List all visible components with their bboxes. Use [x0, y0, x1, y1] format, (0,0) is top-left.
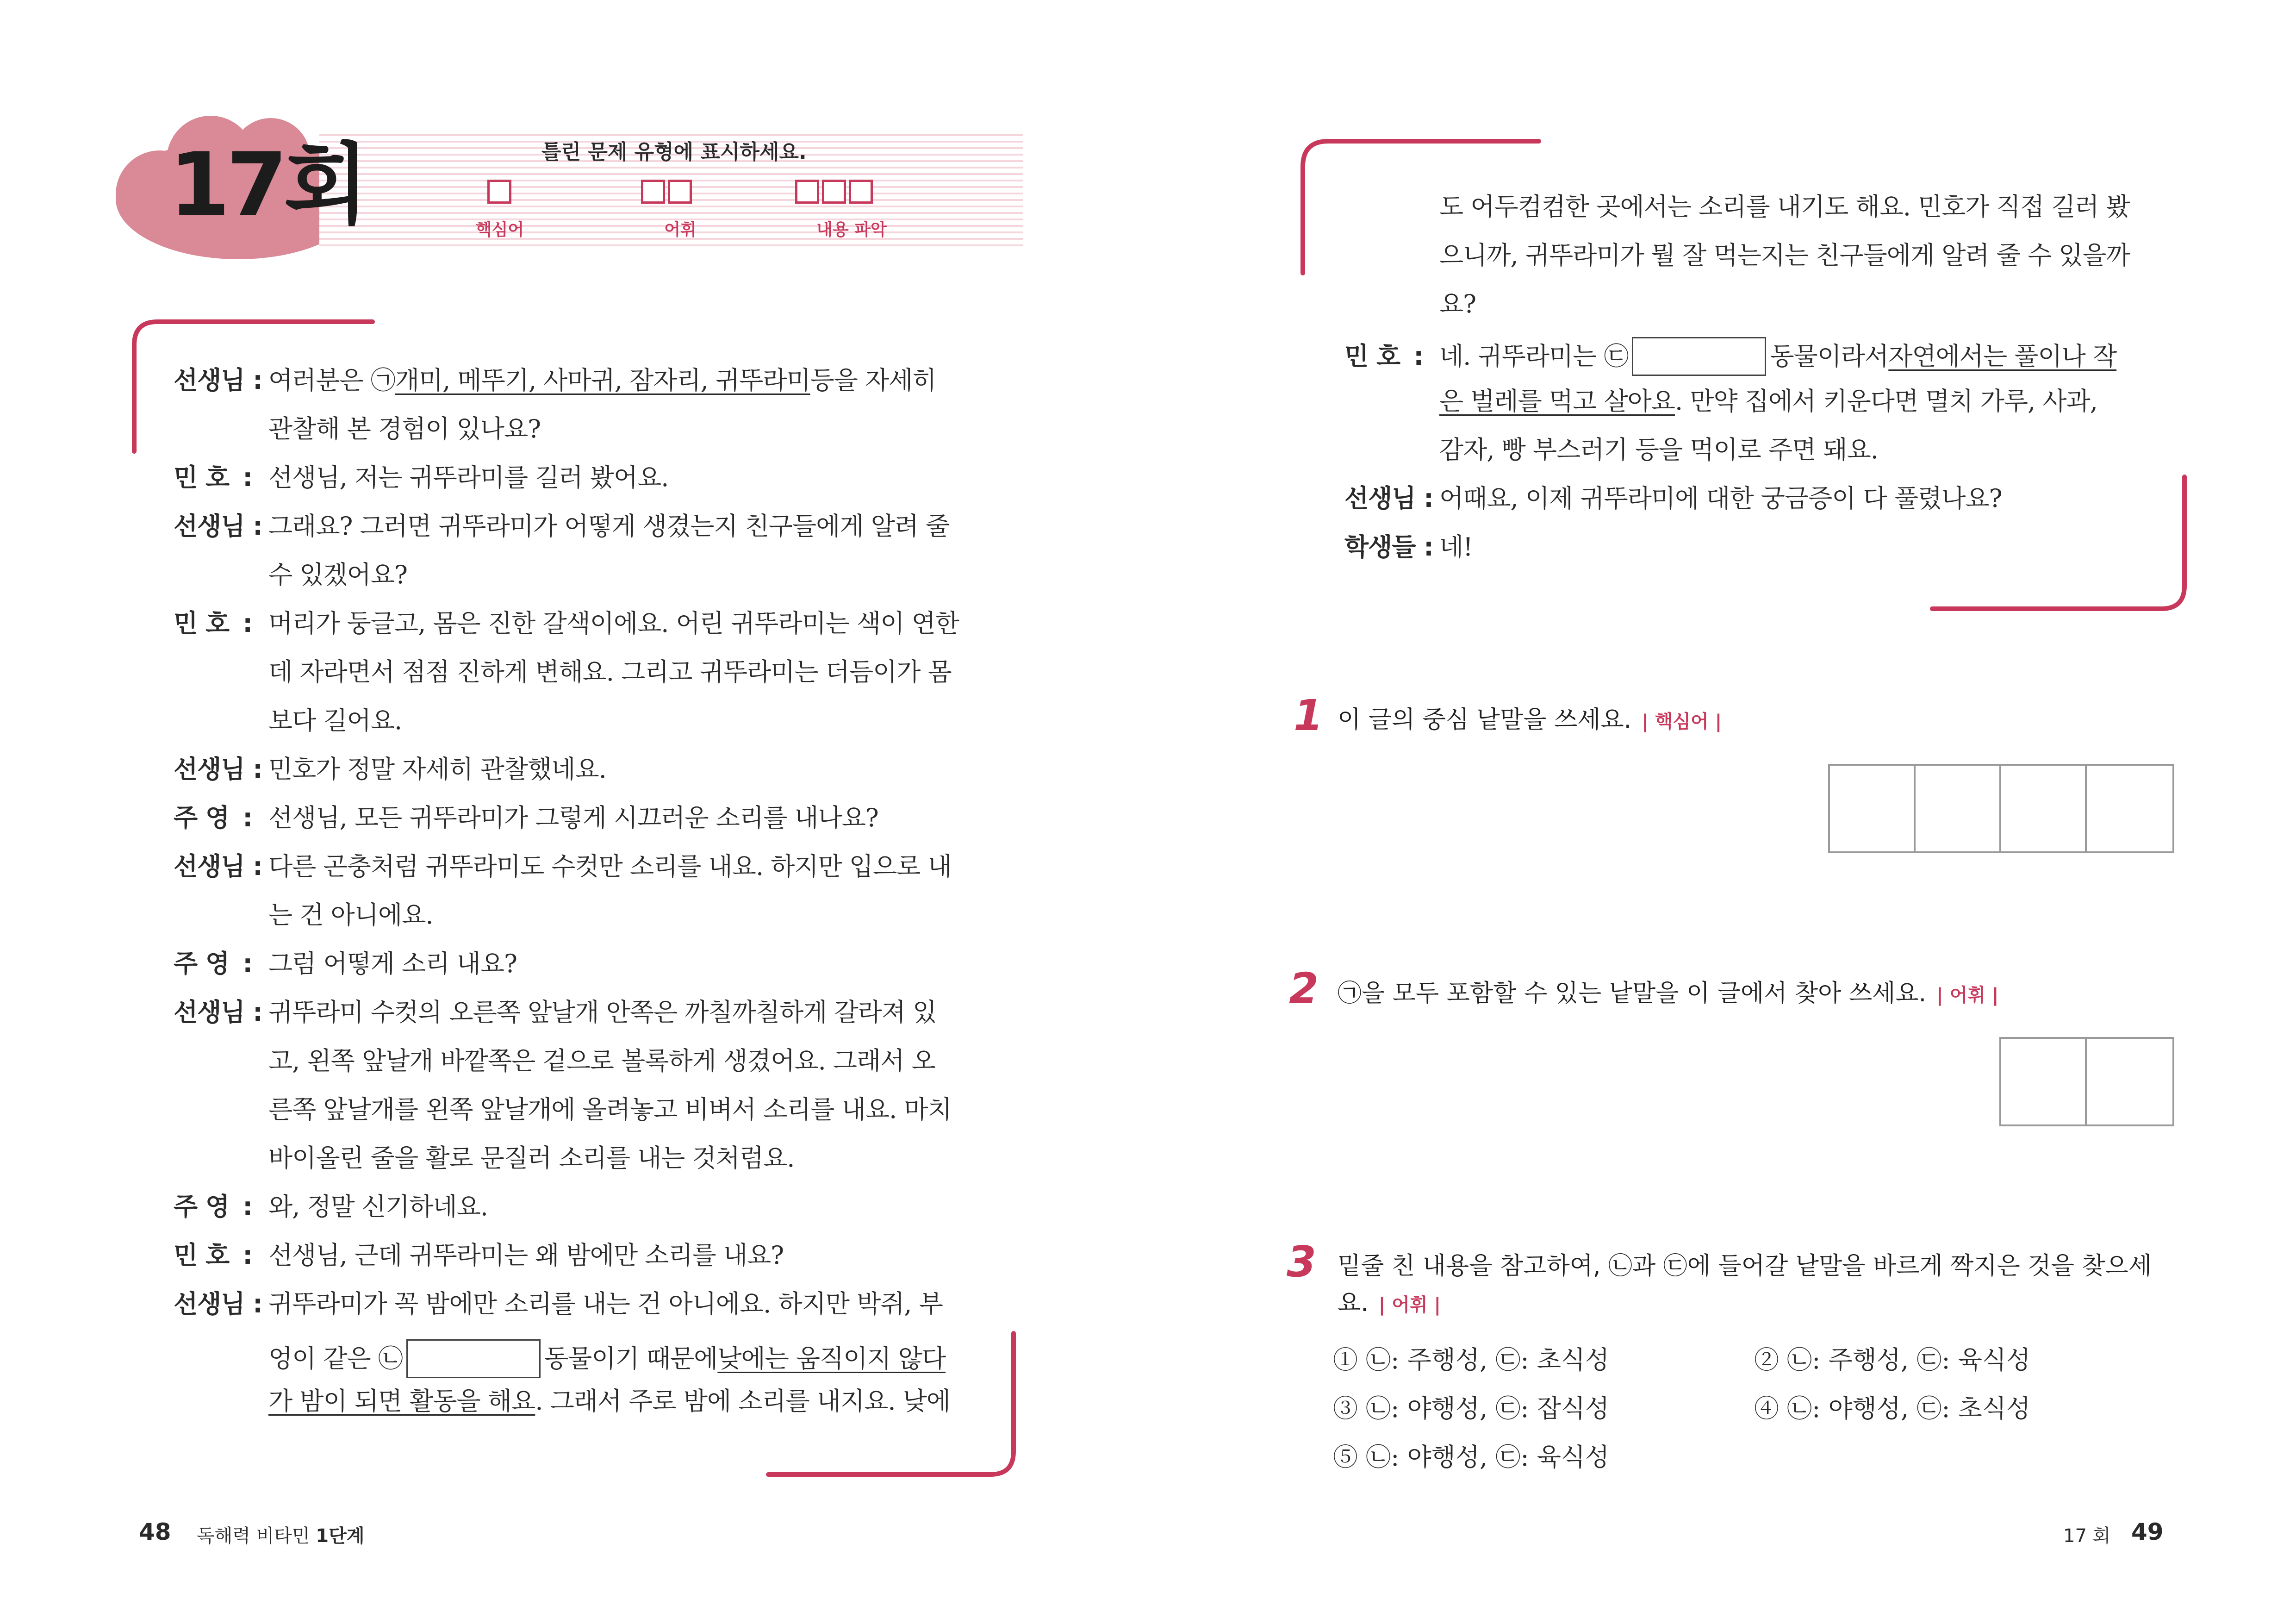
dialogue-line: 관찰해 본 경험이 있나요? [268, 414, 541, 443]
round-number: 17회 [169, 134, 365, 236]
dialogue-line: 데 자라면서 점점 진하게 변해요. 그리고 귀뚜라미는 더듬이가 몸 [268, 657, 952, 687]
answer-cell[interactable] [1916, 766, 2001, 851]
dialogue-line: 선생님 : 여러분은 ㉠ 개미, 메뚜기, 사마귀, 잠자리, 귀뚜라미 등을 자세히 [174, 366, 936, 395]
checkbox[interactable] [849, 180, 873, 204]
checkbox[interactable] [487, 180, 511, 204]
question-type-tag: | 어휘 | [1936, 985, 1999, 1006]
dialogue-line: 는 건 아니에요. [268, 900, 433, 930]
book-title: 독해력 비타민 1단계 [197, 1525, 365, 1547]
answer-cell[interactable] [1830, 766, 1916, 851]
question-text: 밑줄 친 내용을 참고하여, ㉡과 ㉢에 들어갈 낱말을 바르게 짝지은 것을 찾으세 [1338, 1252, 2152, 1280]
speaker-label: 선생님 [174, 1289, 245, 1318]
answer-cell[interactable] [2087, 1039, 2172, 1124]
page-number-left: 48 [139, 1518, 171, 1545]
underlined-text: 낮에는 움직이지 않다 [717, 1343, 946, 1373]
answer-blank-3[interactable] [1632, 337, 1766, 376]
choice-1[interactable]: ① ㉡: 주행성, ㉢: 초식성 [1333, 1345, 1610, 1374]
answer-blank-2[interactable] [406, 1339, 541, 1378]
dialogue-line: 선생님 : 민호가 정말 자세히 관찰했네요. [174, 755, 606, 784]
checkbox[interactable] [795, 180, 819, 204]
speaker-label: 선생님 [174, 998, 245, 1027]
choice-2[interactable]: ② ㉡: 주행성, ㉢: 육식성 [1754, 1345, 2031, 1374]
speaker-label: 선생님 [174, 755, 245, 784]
dialogue-line: 른쪽 앞날개를 왼쪽 앞날개에 올려놓고 비벼서 소리를 내요. 마치 [268, 1095, 952, 1124]
speaker-label: 선생님 [174, 852, 245, 881]
dialogue-line: 선생님 : 귀뚜라미가 꼭 밤에만 소리를 내는 건 아니에요. 하지만 박쥐, 부 [174, 1289, 943, 1318]
question-type-tag: | 핵심어 | [1642, 711, 1722, 732]
question-text: 이 글의 중심 낱말을 쓰세요. [1338, 706, 1632, 734]
category-label-keyword: 핵심어 [475, 220, 524, 239]
dialogue-line: 민 호 : 머리가 둥글고, 몸은 진한 갈색이에요. 어린 귀뚜라미는 색이 연한 [174, 609, 959, 638]
dialogue-line: 주 영 : 선생님, 모든 귀뚜라미가 그렇게 시끄러운 소리를 내나요? [174, 803, 878, 832]
answer-cell[interactable] [2001, 1039, 2087, 1124]
underlined-text: 은 벌레를 먹고 살아요 [1439, 387, 1675, 416]
category-label-content: 내용 파악 [816, 220, 887, 239]
wrong-type-instruction: 틀린 문제 유형에 표시하세요. [541, 140, 807, 164]
question-number: 3 [1287, 1237, 1317, 1287]
answer-grid [1828, 764, 2174, 853]
dialogue-line: 주 영 : 그럼 어떻게 소리 내요? [174, 949, 517, 978]
checkbox-group-content [795, 180, 873, 204]
dialogue-line: 민 호 : 선생님, 근데 귀뚜라미는 왜 밤에만 소리를 내요? [174, 1241, 784, 1270]
dialogue-line: 감자, 빵 부스러기 등을 먹이로 주면 돼요. [1439, 435, 1878, 464]
dialogue-line: 보다 길어요. [268, 706, 402, 735]
dialogue-line: 선생님 : 그래요? 그러면 귀뚜라미가 어떻게 생겼는지 친구들에게 알려 줄 [174, 512, 950, 541]
round-label-footer: 17 회 [2063, 1525, 2111, 1547]
dialogue-line: 요? [1439, 289, 1476, 319]
speaker-label: 민 호 [174, 609, 230, 638]
checkbox[interactable] [668, 180, 692, 204]
question-number: 2 [1289, 964, 1319, 1013]
checkbox[interactable] [641, 180, 665, 204]
dialogue-line: 주 영 : 와, 정말 신기하네요. [174, 1192, 488, 1221]
dialogue-line: 학생들 : 네! [1344, 532, 1473, 562]
checkbox[interactable] [822, 180, 846, 204]
speaker-label: 선생님 [1344, 484, 1416, 513]
choice-5[interactable]: ⑤ ㉡: 야행성, ㉢: 육식성 [1333, 1443, 1610, 1472]
category-label-vocab: 어휘 [664, 220, 697, 239]
dialogue-line: 수 있겠어요? [268, 560, 407, 589]
question-type-tag: | 어휘 | [1378, 1294, 1441, 1316]
checkbox-group-vocab [641, 180, 692, 204]
underlined-text: 개미, 메뚜기, 사마귀, 잠자리, 귀뚜라미 [395, 366, 810, 395]
speaker-label: 주 영 [174, 1192, 230, 1221]
dialogue-line: 가 밤이 되면 활동을 해요 . 그래서 주로 밤에 소리를 내지요. 낮에 [268, 1387, 951, 1416]
book-level: 1단계 [316, 1525, 365, 1547]
dialogue-line: 도 어두컴컴한 곳에서는 소리를 내기도 해요. 민호가 직접 길러 봤 [1439, 192, 2130, 221]
dialogue-line: 선생님 : 귀뚜라미 수컷의 오른쪽 앞날개 안쪽은 까칠까칠하게 갈라져 있 [174, 998, 937, 1027]
checkbox-group-keyword [487, 180, 511, 204]
question-number: 1 [1294, 691, 1324, 740]
dialogue-line: 바이올린 줄을 활로 문질러 소리를 내는 것처럼요. [268, 1143, 795, 1173]
dialogue-line: 선생님 : 어때요, 이제 귀뚜라미에 대한 궁금증이 다 풀렸나요? [1344, 484, 2002, 513]
speaker-label: 선생님 [174, 366, 245, 395]
dialogue-line: 선생님 : 다른 곤충처럼 귀뚜라미도 수컷만 소리를 내요. 하지만 입으로 내 [174, 852, 952, 881]
speaker-label: 주 영 [174, 949, 230, 978]
dialogue-line: 으니까, 귀뚜라미가 뭘 잘 먹는지는 친구들에게 알려 줄 수 있을까 [1439, 241, 2130, 270]
speaker-label: 민 호 [174, 1241, 230, 1270]
speaker-label: 민 호 [174, 463, 230, 492]
dialogue-line: 민 호 : 네. 귀뚜라미는 ㉢ 동물이라서 자연에서는 풀이나 작 [1344, 331, 2116, 382]
choice-4[interactable]: ④ ㉡: 야행성, ㉢: 초식성 [1754, 1394, 2031, 1423]
underlined-text: 자연에서는 풀이나 작 [1888, 341, 2117, 371]
choice-3[interactable]: ③ ㉡: 야행성, ㉢: 잡식성 [1333, 1394, 1610, 1423]
question-text: 요. [1338, 1289, 1369, 1317]
underlined-text: 가 밤이 되면 활동을 해요 [268, 1387, 535, 1416]
answer-grid [1999, 1037, 2174, 1126]
dialogue-line: 민 호 : 선생님, 저는 귀뚜라미를 길러 봤어요. [174, 463, 669, 492]
dialogue-line: 은 벌레를 먹고 살아요 . 만약 집에서 키운다면 멸치 가루, 사과, [1439, 387, 2097, 433]
answer-cell[interactable] [2087, 766, 2172, 851]
speaker-label: 학생들 [1344, 532, 1416, 562]
question-text: ㉠을 모두 포함할 수 있는 낱말을 이 글에서 찾아 쓰세요. [1338, 980, 1927, 1007]
speaker-label: 민 호 [1344, 341, 1400, 371]
speaker-label: 선생님 [174, 512, 245, 541]
page-number-right: 49 [2131, 1518, 2164, 1545]
dialogue-line: 고, 왼쪽 앞날개 바깥쪽은 겉으로 볼록하게 생겼어요. 그래서 오 [268, 1046, 935, 1075]
answer-cell[interactable] [2001, 766, 2087, 851]
speaker-label: 주 영 [174, 803, 230, 832]
dialogue-line: 엉이 같은 ㉡ 동물이기 때문에 낮에는 움직이지 않다 [268, 1333, 946, 1384]
